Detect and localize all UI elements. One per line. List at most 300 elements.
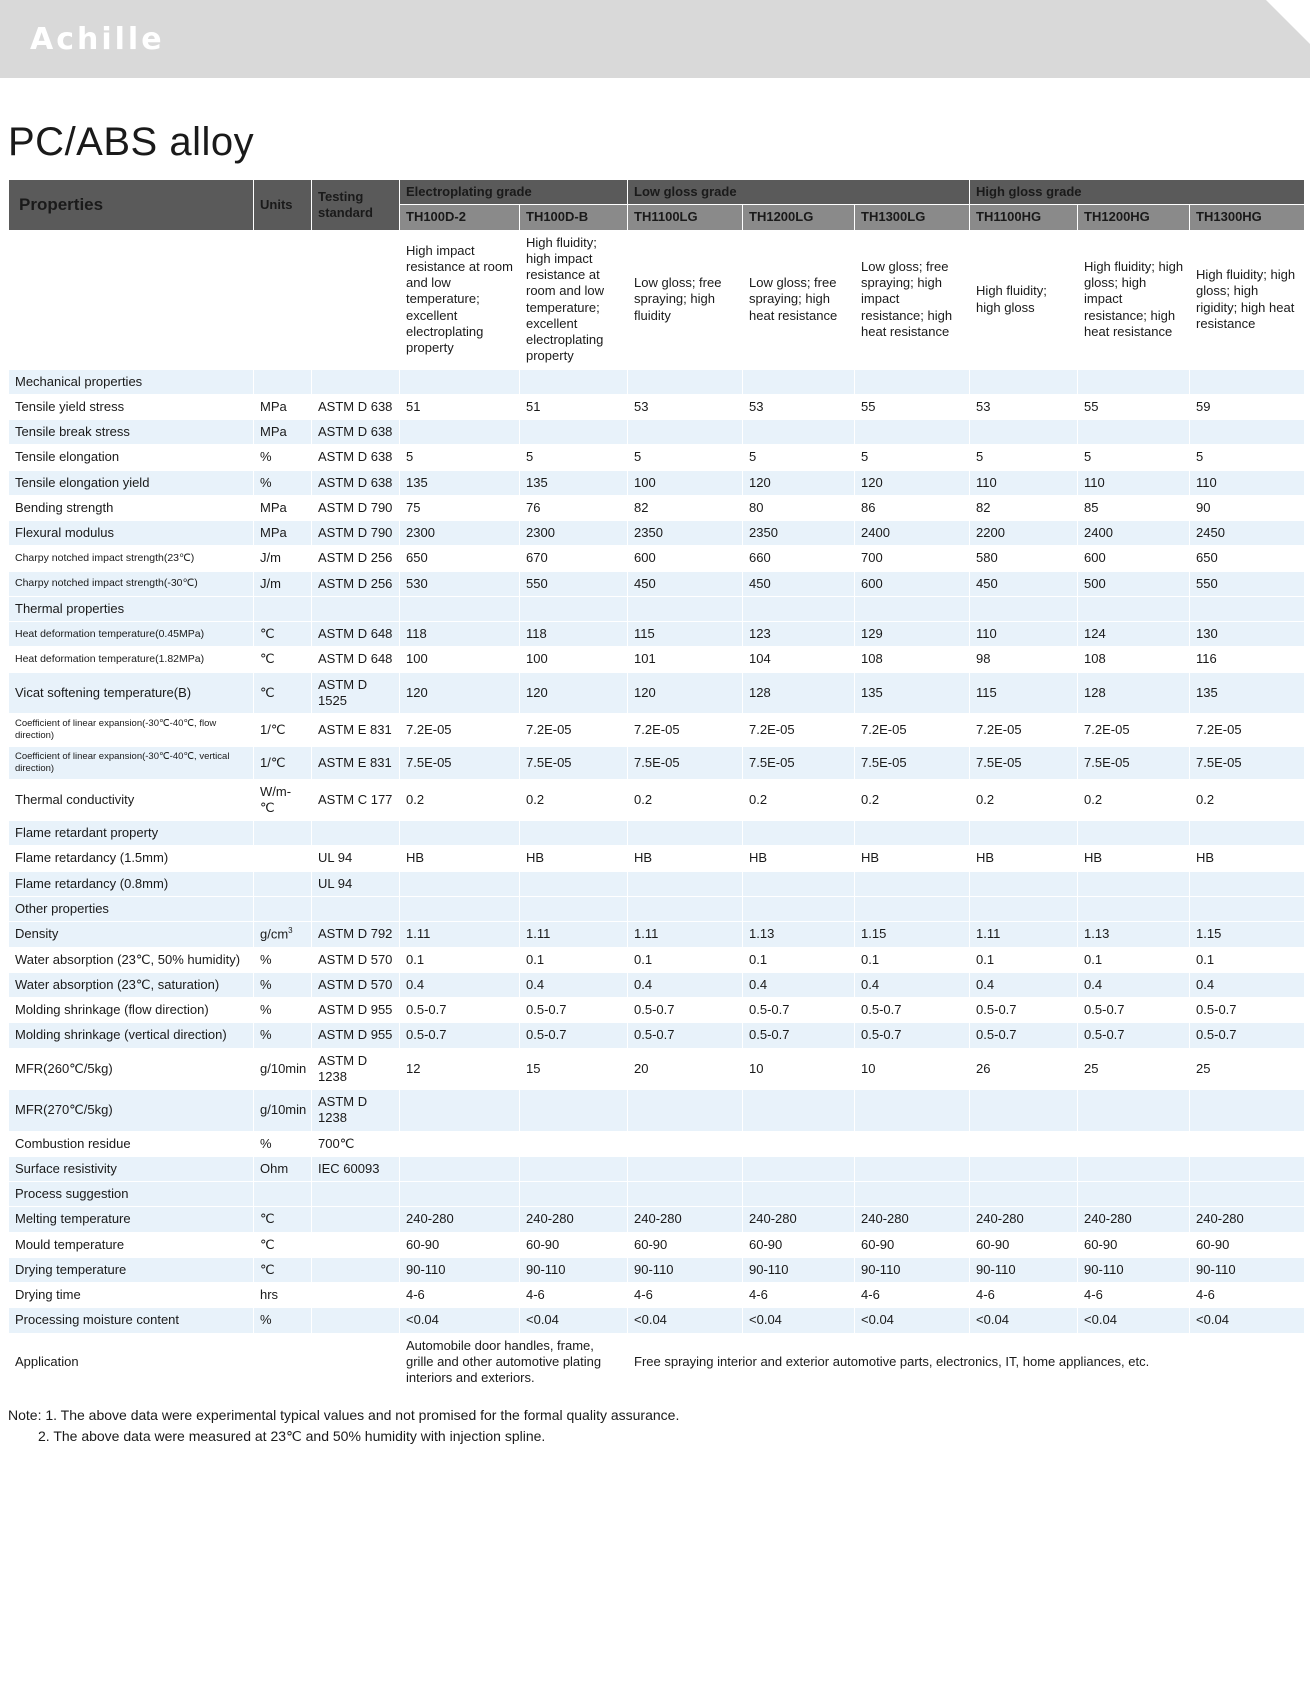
row-value-TH1100HG: 60-90: [970, 1232, 1078, 1257]
grade-description-6: High fluidity; high gloss; high impact resistance; high heat resistance: [1078, 230, 1190, 369]
row-value-TH100D-B: 240-280: [520, 1207, 628, 1232]
row-value-TH1200LG: 0.5-0.7: [743, 1023, 855, 1048]
row-value-TH1100HG: [970, 596, 1078, 621]
row-value-TH100D-2: 240-280: [400, 1207, 520, 1232]
row-property: Vicat softening temperature(B): [9, 672, 254, 714]
grade-TH100D-B: TH100D-B: [520, 205, 628, 230]
row-value-TH1100HG: HB: [970, 846, 1078, 871]
row-value-TH1300HG: [1190, 1090, 1305, 1132]
desc-spacer-std: [312, 230, 400, 369]
row-value-TH100D-2: 120: [400, 672, 520, 714]
row-value-TH1300HG: [1190, 1131, 1305, 1156]
row-value-TH1100HG: [970, 1182, 1078, 1207]
row-property: Combustion residue: [9, 1131, 254, 1156]
row-value-TH1300LG: [855, 596, 970, 621]
row-value-TH1100HG: [970, 1156, 1078, 1181]
row-value-TH100D-2: [400, 369, 520, 394]
row-value-TH1100LG: 7.2E-05: [628, 714, 743, 747]
row-value-TH1300LG: 240-280: [855, 1207, 970, 1232]
row-value-TH1100LG: 0.5-0.7: [628, 998, 743, 1023]
row-value-TH1300HG: 550: [1190, 571, 1305, 596]
row-units: ℃: [254, 672, 312, 714]
row-value-TH1200LG: 0.2: [743, 779, 855, 821]
row-value-TH100D-2: 0.1: [400, 947, 520, 972]
row-value-TH1100LG: 120: [628, 672, 743, 714]
table-row: [9, 1023, 1305, 1048]
table-row: [9, 622, 1305, 647]
row-standard: ASTM D 648: [312, 622, 400, 647]
row-value-TH1100HG: <0.04: [970, 1308, 1078, 1333]
row-value-TH1100LG: 2350: [628, 521, 743, 546]
row-value-TH1300LG: 0.5-0.7: [855, 1023, 970, 1048]
row-value-TH100D-B: 90-110: [520, 1257, 628, 1282]
grade-description-2: Low gloss; free spraying; high fluidity: [628, 230, 743, 369]
row-standard: ASTM D 955: [312, 1023, 400, 1048]
row-value-TH1100HG: 110: [970, 470, 1078, 495]
row-value-TH1200LG: [743, 369, 855, 394]
row-units: J/m: [254, 546, 312, 571]
row-value-TH1300HG: 5: [1190, 445, 1305, 470]
row-value-TH100D-B: 0.5-0.7: [520, 998, 628, 1023]
row-units: g/10min: [254, 1090, 312, 1132]
row-value-TH1300HG: [1190, 369, 1305, 394]
row-value-TH1300LG: 7.5E-05: [855, 746, 970, 779]
row-value-TH1200LG: 120: [743, 470, 855, 495]
header-units: Units: [254, 180, 312, 231]
row-value-TH100D-B: [520, 596, 628, 621]
row-property: Other properties: [9, 896, 254, 921]
row-value-TH1200LG: [743, 1131, 855, 1156]
grade-TH1300HG: TH1300HG: [1190, 205, 1305, 230]
row-value-TH1200HG: 60-90: [1078, 1232, 1190, 1257]
row-value-TH1300HG: [1190, 1182, 1305, 1207]
row-value-TH1200HG: 7.5E-05: [1078, 746, 1190, 779]
application-units: [254, 1333, 312, 1391]
row-value-TH1300LG: [855, 871, 970, 896]
row-value-TH1100LG: <0.04: [628, 1308, 743, 1333]
row-standard: ASTM D 638: [312, 394, 400, 419]
application-other: Free spraying interior and exterior automotive parts, electronics, IT, home appliances, etc.: [628, 1333, 1305, 1391]
row-property: MFR(270℃/5kg): [9, 1090, 254, 1132]
row-standard: [312, 1257, 400, 1282]
row-value-TH1300HG: [1190, 596, 1305, 621]
row-value-TH1100LG: 1.11: [628, 922, 743, 948]
row-value-TH1300LG: 90-110: [855, 1257, 970, 1282]
row-value-TH100D-B: 118: [520, 622, 628, 647]
row-value-TH1200HG: 0.5-0.7: [1078, 1023, 1190, 1048]
grade-description-1: High fluidity; high impact resistance at room and low temperature; excellent electroplating property: [520, 230, 628, 369]
row-value-TH1100HG: 0.4: [970, 972, 1078, 997]
row-value-TH1100HG: 0.1: [970, 947, 1078, 972]
row-value-TH1300HG: 0.4: [1190, 972, 1305, 997]
row-value-TH1100LG: 240-280: [628, 1207, 743, 1232]
row-value-TH1100HG: 450: [970, 571, 1078, 596]
row-value-TH1200HG: 600: [1078, 546, 1190, 571]
row-property: Flame retardancy (0.8mm): [9, 871, 254, 896]
row-units: 1/℃: [254, 714, 312, 747]
table-row: [9, 922, 1305, 948]
row-standard: ASTM D 1238: [312, 1090, 400, 1132]
row-value-TH1300LG: 2400: [855, 521, 970, 546]
row-value-TH1300HG: 90: [1190, 495, 1305, 520]
row-value-TH1300LG: 55: [855, 394, 970, 419]
row-value-TH100D-2: [400, 1156, 520, 1181]
row-value-TH1100LG: [628, 871, 743, 896]
row-value-TH1300LG: <0.04: [855, 1308, 970, 1333]
row-units: W/m-℃: [254, 779, 312, 821]
table-row: [9, 495, 1305, 520]
table-row: [9, 1283, 1305, 1308]
row-value-TH1200LG: 123: [743, 622, 855, 647]
row-value-TH100D-2: [400, 1090, 520, 1132]
table-row: [9, 1090, 1305, 1132]
row-property: Drying temperature: [9, 1257, 254, 1282]
row-value-TH1100LG: 82: [628, 495, 743, 520]
row-property: Flame retardant property: [9, 821, 254, 846]
row-value-TH1300HG: 25: [1190, 1048, 1305, 1090]
row-value-TH1100LG: [628, 1156, 743, 1181]
row-property: Heat deformation temperature(0.45MPa): [9, 622, 254, 647]
row-value-TH1300LG: 86: [855, 495, 970, 520]
table-row: [9, 521, 1305, 546]
row-value-TH1100LG: [628, 1090, 743, 1132]
row-units: [254, 896, 312, 921]
row-value-TH1200LG: 0.5-0.7: [743, 998, 855, 1023]
row-property: MFR(260℃/5kg): [9, 1048, 254, 1090]
row-standard: ASTM D 790: [312, 495, 400, 520]
row-property: Mechanical properties: [9, 369, 254, 394]
row-value-TH1100LG: 20: [628, 1048, 743, 1090]
table-row: [9, 779, 1305, 821]
row-units: [254, 1182, 312, 1207]
row-standard: [312, 1308, 400, 1333]
row-units: 1/℃: [254, 746, 312, 779]
row-value-TH100D-B: <0.04: [520, 1308, 628, 1333]
table-row: [9, 470, 1305, 495]
row-standard: ASTM E 831: [312, 714, 400, 747]
grade-TH1100HG: TH1100HG: [970, 205, 1078, 230]
row-units: hrs: [254, 1283, 312, 1308]
table-row: [9, 1232, 1305, 1257]
row-units: [254, 596, 312, 621]
row-value-TH1100HG: [970, 821, 1078, 846]
table-row: [9, 445, 1305, 470]
row-value-TH1300HG: [1190, 896, 1305, 921]
row-property: Flexural modulus: [9, 521, 254, 546]
row-value-TH1200HG: 124: [1078, 622, 1190, 647]
table-row: [9, 394, 1305, 419]
row-property: Surface resistivity: [9, 1156, 254, 1181]
row-value-TH1200HG: [1078, 821, 1190, 846]
row-property: Charpy notched impact strength(-30℃): [9, 571, 254, 596]
desc-spacer-prop: [9, 230, 254, 369]
row-value-TH1300HG: [1190, 871, 1305, 896]
row-value-TH1100LG: 5: [628, 445, 743, 470]
row-value-TH1200LG: 53: [743, 394, 855, 419]
row-value-TH100D-B: 120: [520, 672, 628, 714]
row-value-TH1100HG: 0.5-0.7: [970, 998, 1078, 1023]
table-header-groups: [9, 180, 1305, 205]
row-value-TH100D-2: 100: [400, 647, 520, 672]
table-row: [9, 571, 1305, 596]
row-value-TH100D-2: 650: [400, 546, 520, 571]
row-units: [254, 846, 312, 871]
row-property: Process suggestion: [9, 1182, 254, 1207]
row-value-TH1200HG: 7.2E-05: [1078, 714, 1190, 747]
row-standard: ASTM C 177: [312, 779, 400, 821]
row-property: Density: [9, 922, 254, 948]
row-value-TH100D-2: 7.5E-05: [400, 746, 520, 779]
row-value-TH1200LG: 2350: [743, 521, 855, 546]
row-value-TH1100HG: 115: [970, 672, 1078, 714]
row-property: Flame retardancy (1.5mm): [9, 846, 254, 871]
table-row: [9, 1308, 1305, 1333]
row-units: %: [254, 470, 312, 495]
row-standard: [312, 596, 400, 621]
row-value-TH1100HG: 2200: [970, 521, 1078, 546]
row-value-TH100D-2: [400, 420, 520, 445]
header-group-1: Low gloss grade: [628, 180, 970, 205]
row-standard: ASTM D 638: [312, 445, 400, 470]
row-value-TH1300LG: 5: [855, 445, 970, 470]
row-value-TH1100HG: [970, 896, 1078, 921]
row-value-TH1300LG: 108: [855, 647, 970, 672]
row-value-TH1300HG: 0.5-0.7: [1190, 1023, 1305, 1048]
row-value-TH1200HG: HB: [1078, 846, 1190, 871]
row-value-TH100D-B: 0.2: [520, 779, 628, 821]
row-units: MPa: [254, 521, 312, 546]
row-value-TH100D-B: 15: [520, 1048, 628, 1090]
row-value-TH1200HG: 0.4: [1078, 972, 1190, 997]
row-value-TH100D-2: HB: [400, 846, 520, 871]
row-value-TH1200HG: 2400: [1078, 521, 1190, 546]
row-value-TH100D-2: [400, 821, 520, 846]
row-value-TH100D-B: 2300: [520, 521, 628, 546]
row-standard: ASTM D 638: [312, 470, 400, 495]
row-value-TH1200LG: <0.04: [743, 1308, 855, 1333]
row-standard: [312, 1182, 400, 1207]
row-value-TH1100LG: [628, 821, 743, 846]
application-standard: [312, 1333, 400, 1391]
row-value-TH1100HG: 110: [970, 622, 1078, 647]
row-property: Drying time: [9, 1283, 254, 1308]
row-standard: UL 94: [312, 871, 400, 896]
row-value-TH100D-B: 60-90: [520, 1232, 628, 1257]
row-value-TH1200LG: 240-280: [743, 1207, 855, 1232]
table-row: [9, 596, 1305, 621]
application-label: Application: [9, 1333, 254, 1391]
row-units: ℃: [254, 1207, 312, 1232]
footer-notes: [8, 1405, 1310, 1447]
row-value-TH1100LG: [628, 1131, 743, 1156]
row-standard: [312, 1207, 400, 1232]
row-value-TH100D-2: 12: [400, 1048, 520, 1090]
row-value-TH100D-B: 1.11: [520, 922, 628, 948]
row-value-TH1200LG: [743, 420, 855, 445]
brand-logo: Achille: [30, 22, 165, 57]
row-value-TH1100LG: 0.4: [628, 972, 743, 997]
row-value-TH1300HG: 1.15: [1190, 922, 1305, 948]
row-property: Tensile elongation yield: [9, 470, 254, 495]
row-standard: ASTM D 790: [312, 521, 400, 546]
row-value-TH100D-B: 670: [520, 546, 628, 571]
header-banner: [0, 0, 1310, 78]
row-value-TH1300HG: [1190, 420, 1305, 445]
row-value-TH100D-B: 4-6: [520, 1283, 628, 1308]
row-standard: [312, 369, 400, 394]
row-value-TH1300LG: [855, 1182, 970, 1207]
grade-TH1300LG: TH1300LG: [855, 205, 970, 230]
row-value-TH1300HG: HB: [1190, 846, 1305, 871]
row-value-TH100D-2: 0.5-0.7: [400, 998, 520, 1023]
row-value-TH100D-2: 60-90: [400, 1232, 520, 1257]
row-value-TH100D-B: [520, 1156, 628, 1181]
row-value-TH100D-2: 2300: [400, 521, 520, 546]
row-value-TH1200LG: 0.1: [743, 947, 855, 972]
row-value-TH1100LG: 90-110: [628, 1257, 743, 1282]
row-value-TH100D-B: HB: [520, 846, 628, 871]
row-value-TH1200LG: 7.2E-05: [743, 714, 855, 747]
row-property: Heat deformation temperature(1.82MPa): [9, 647, 254, 672]
row-value-TH1200LG: 104: [743, 647, 855, 672]
specification-table: [8, 179, 1305, 1391]
row-standard: UL 94: [312, 846, 400, 871]
row-value-TH100D-B: 7.5E-05: [520, 746, 628, 779]
row-property: Mould temperature: [9, 1232, 254, 1257]
row-value-TH1100LG: [628, 369, 743, 394]
grade-description-7: High fluidity; high gloss; high rigidity; high heat resistance: [1190, 230, 1305, 369]
row-value-TH1200HG: [1078, 1182, 1190, 1207]
row-value-TH1100HG: 580: [970, 546, 1078, 571]
row-value-TH1100HG: 53: [970, 394, 1078, 419]
table-row: [9, 714, 1305, 747]
row-value-TH1200LG: 128: [743, 672, 855, 714]
row-value-TH1100LG: HB: [628, 846, 743, 871]
desc-spacer-units: [254, 230, 312, 369]
row-value-TH1100LG: 0.2: [628, 779, 743, 821]
row-value-TH1300HG: 7.2E-05: [1190, 714, 1305, 747]
row-value-TH1300LG: 10: [855, 1048, 970, 1090]
row-standard: ASTM D 1238: [312, 1048, 400, 1090]
table-row: [9, 1131, 1305, 1156]
grade-description-5: High fluidity; high gloss: [970, 230, 1078, 369]
row-value-TH1100LG: 7.5E-05: [628, 746, 743, 779]
grade-description-0: High impact resistance at room and low temperature; excellent electroplating property: [400, 230, 520, 369]
row-value-TH1100HG: [970, 1131, 1078, 1156]
row-value-TH1100HG: 0.2: [970, 779, 1078, 821]
row-units: [254, 369, 312, 394]
grade-description-3: Low gloss; free spraying; high heat resistance: [743, 230, 855, 369]
row-value-TH1100HG: 1.11: [970, 922, 1078, 948]
row-units: $g/cm^3$: [254, 922, 312, 948]
row-value-TH100D-B: [520, 420, 628, 445]
header-group-2: High gloss grade: [970, 180, 1305, 205]
row-value-TH1200HG: 5: [1078, 445, 1190, 470]
row-value-TH1200LG: 1.13: [743, 922, 855, 948]
row-value-TH100D-2: 118: [400, 622, 520, 647]
table-row: [9, 998, 1305, 1023]
row-property: Melting temperature: [9, 1207, 254, 1232]
row-value-TH100D-B: 135: [520, 470, 628, 495]
row-units: [254, 871, 312, 896]
row-value-TH1100HG: 90-110: [970, 1257, 1078, 1282]
row-value-TH1100HG: 26: [970, 1048, 1078, 1090]
row-property: Tensile yield stress: [9, 394, 254, 419]
row-value-TH1200HG: 25: [1078, 1048, 1190, 1090]
row-value-TH100D-2: [400, 1131, 520, 1156]
row-value-TH1200LG: 80: [743, 495, 855, 520]
table-row: [9, 672, 1305, 714]
row-value-TH1200HG: 85: [1078, 495, 1190, 520]
row-value-TH100D-2: 75: [400, 495, 520, 520]
row-standard: [312, 1283, 400, 1308]
row-value-TH100D-2: 90-110: [400, 1257, 520, 1282]
row-value-TH1100HG: 240-280: [970, 1207, 1078, 1232]
row-standard: ASTM D 1525: [312, 672, 400, 714]
row-value-TH1200LG: 0.4: [743, 972, 855, 997]
row-units: %: [254, 998, 312, 1023]
row-property: Thermal properties: [9, 596, 254, 621]
row-value-TH1300HG: 0.5-0.7: [1190, 998, 1305, 1023]
table-row: [9, 821, 1305, 846]
row-property: Molding shrinkage (vertical direction): [9, 1023, 254, 1048]
row-value-TH1200HG: 128: [1078, 672, 1190, 714]
row-value-TH1300LG: HB: [855, 846, 970, 871]
row-value-TH1300LG: 129: [855, 622, 970, 647]
row-value-TH1300LG: 60-90: [855, 1232, 970, 1257]
table-row: [9, 746, 1305, 779]
row-property: Water absorption (23℃, 50% humidity): [9, 947, 254, 972]
row-value-TH1300LG: [855, 1131, 970, 1156]
row-value-TH1300LG: 1.15: [855, 922, 970, 948]
row-value-TH1100HG: 7.2E-05: [970, 714, 1078, 747]
table-row: [9, 947, 1305, 972]
row-value-TH100D-B: 550: [520, 571, 628, 596]
row-standard: ASTM D 570: [312, 972, 400, 997]
table-row: [9, 1207, 1305, 1232]
row-value-TH1200HG: 110: [1078, 470, 1190, 495]
row-value-TH1100HG: 7.5E-05: [970, 746, 1078, 779]
row-value-TH1300HG: 650: [1190, 546, 1305, 571]
row-value-TH100D-B: [520, 1182, 628, 1207]
row-value-TH1100LG: 60-90: [628, 1232, 743, 1257]
row-value-TH1200HG: [1078, 369, 1190, 394]
row-value-TH1200HG: [1078, 871, 1190, 896]
row-units: %: [254, 972, 312, 997]
row-value-TH1100HG: 4-6: [970, 1283, 1078, 1308]
row-value-TH100D-2: [400, 871, 520, 896]
row-value-TH1200LG: 5: [743, 445, 855, 470]
row-value-TH1300LG: [855, 1090, 970, 1132]
row-value-TH1200HG: [1078, 596, 1190, 621]
row-value-TH100D-B: [520, 821, 628, 846]
row-value-TH1200HG: [1078, 1156, 1190, 1181]
row-value-TH100D-2: [400, 1182, 520, 1207]
page-title: PC/ABS alloy: [8, 120, 255, 164]
row-value-TH1300HG: [1190, 821, 1305, 846]
row-units: %: [254, 1023, 312, 1048]
row-property: Water absorption (23℃, saturation): [9, 972, 254, 997]
row-value-TH1200HG: 108: [1078, 647, 1190, 672]
row-units: ℃: [254, 1232, 312, 1257]
row-value-TH1200HG: 240-280: [1078, 1207, 1190, 1232]
table-row: [9, 871, 1305, 896]
row-value-TH1100LG: [628, 420, 743, 445]
row-value-TH100D-2: 530: [400, 571, 520, 596]
header-properties: Properties: [9, 180, 254, 231]
table-row: [9, 420, 1305, 445]
row-value-TH1300HG: 90-110: [1190, 1257, 1305, 1282]
